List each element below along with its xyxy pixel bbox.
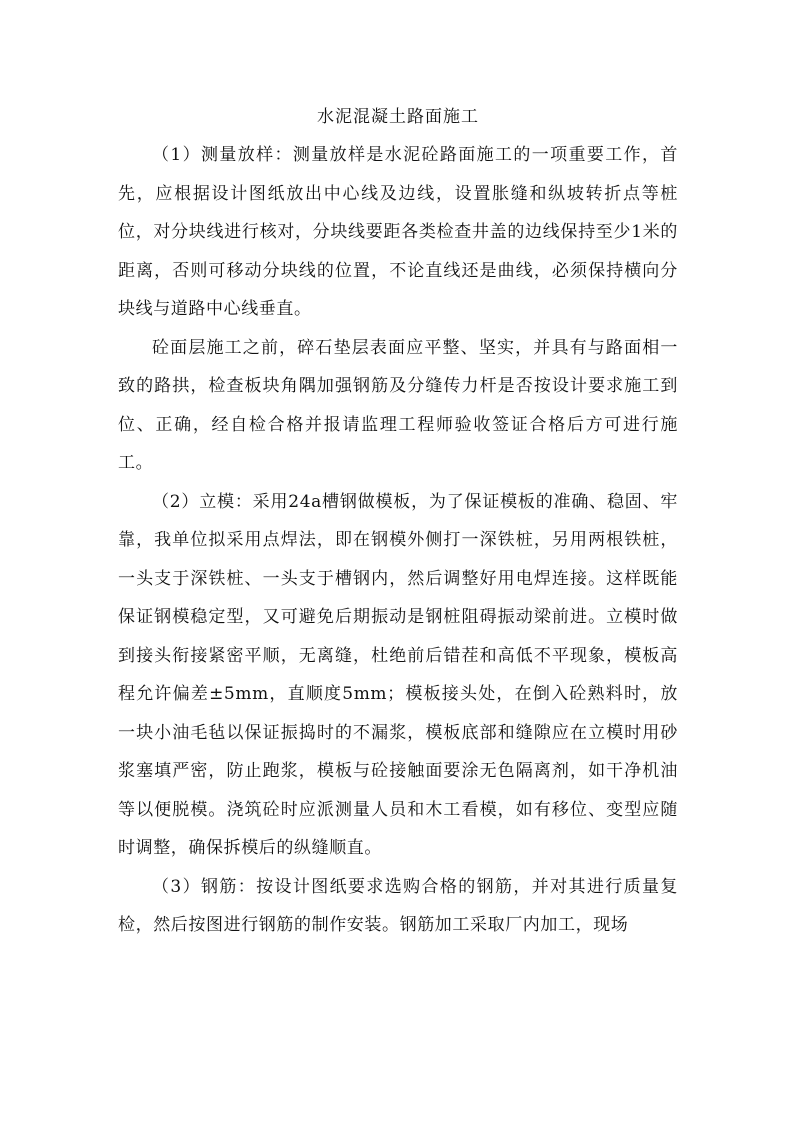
paragraph-survey: （1）测量放样：测量放样是水泥砼路面施工的一项重要工作，首先，应根据设计图纸放出中心线及边线，设置胀缝和纵坡转折点等桩位，对分块线进行核对，分块线要距各类检查井盖的边线保持至少1米的距离，否则可移动分块线的位置，不论直线还是曲线，必须保持横向分块线与道路中心线垂直。 xyxy=(118,145,678,319)
paragraph-base-layer: 砼面层施工之前，碎石垫层表面应平整、坚实，并具有与路面相一致的路拱，检查板块角隅加强钢筋及分缝传力杆是否按设计要求施工到位、正确，经自检合格并报请监理工程师验收签证合格后方可进行施工。 xyxy=(118,337,678,473)
paragraph-formwork: （2）立模：采用24a槽钢做模板，为了保证模板的准确、稳固、牢靠，我单位拟采用点焊法，即在钢模外侧打一深铁桩，另用两根铁桩，一头支于深铁桩、一头支于槽钢内，然后调整好用电焊连接。这样既能保证钢模稳定型，又可避免后期振动是钢桩阻碍振动梁前进。立模时做到接头衔接紧密平顺，无离缝，杜绝前后错茬和高低不平现象，模板高程允许偏差±5mm，直顺度5mm；模板接头处，在倒入砼熟料时，放一块小油毛毡以保证振捣时的不漏浆，模板底部和缝隙应在立模时用砂浆塞填严密，防止跑浆，模板与砼接触面要涂无色隔离剂，如干净机油等以便脱模。浇筑砼时应派测量人员和木工看模，如有移位、变型应随时调整，确保拆模后的纵缝顺直。 xyxy=(118,491,678,858)
document-body xyxy=(118,104,678,945)
document-title: 水泥混凝土路面施工 xyxy=(317,107,479,127)
paragraph-rebar: （3）钢筋：按设计图纸要求选购合格的钢筋，并对其进行质量复检，然后按图进行钢筋的制作安装。钢筋加工采取厂内加工，现场 xyxy=(118,876,678,935)
